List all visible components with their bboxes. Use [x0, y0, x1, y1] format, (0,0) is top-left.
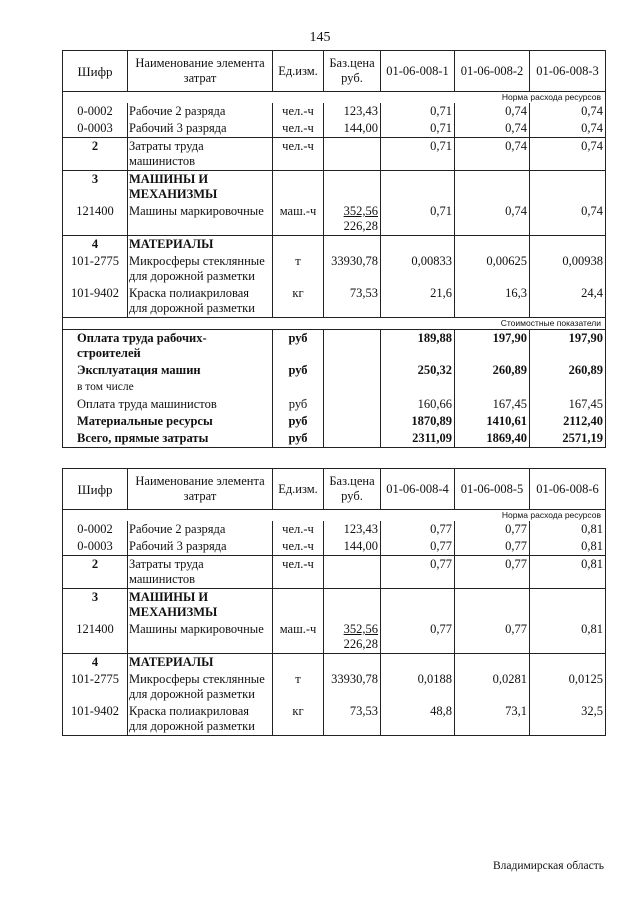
price-value: 352,56	[343, 204, 378, 218]
header-price: Баз.цена руб.	[324, 51, 381, 92]
resource-value: 0,77	[381, 621, 455, 654]
row-name: Рабочий 3 разряда	[128, 538, 273, 556]
resource-value: 0,77	[455, 621, 530, 654]
page-number: 145	[309, 30, 331, 45]
resource-value: 0,74	[530, 203, 606, 236]
resource-value: 0,81	[530, 556, 606, 589]
resource-value: 0,74	[455, 203, 530, 236]
row-name: Машины маркировочные	[128, 621, 273, 654]
summary-unit: руб	[273, 396, 324, 413]
row-code: 0-0003	[63, 120, 128, 138]
resource-value	[455, 654, 530, 672]
resource-value: 0,71	[381, 103, 455, 120]
table-row	[63, 138, 606, 171]
resource-value	[530, 589, 606, 622]
header-unit: Ед.изм.	[273, 51, 324, 92]
summary-value	[455, 379, 530, 396]
summary-label: Эксплуатация машин	[63, 362, 273, 379]
row-code: 0-0003	[63, 538, 128, 556]
resource-value: 0,74	[530, 138, 606, 171]
row-price: 33930,78	[324, 253, 381, 285]
header-row	[63, 469, 606, 510]
row-unit: чел.-ч	[273, 103, 324, 120]
row-price: 73,53	[324, 703, 381, 736]
resource-value: 0,00938	[530, 253, 606, 285]
row-code: 4	[63, 236, 128, 254]
summary-empty-price	[324, 379, 381, 396]
row-price	[324, 236, 381, 254]
summary-unit: руб	[273, 430, 324, 448]
row-price: 144,00	[324, 120, 381, 138]
table-row	[63, 253, 606, 285]
summary-empty-price	[324, 362, 381, 379]
table-row	[63, 621, 606, 654]
resource-value: 0,0125	[530, 671, 606, 703]
resource-value: 0,74	[530, 120, 606, 138]
summary-value: 197,90	[530, 330, 606, 363]
resource-value: 0,77	[381, 521, 455, 538]
row-name: Рабочие 2 разряда	[128, 521, 273, 538]
row-price: 123,43	[324, 103, 381, 120]
row-code: 3	[63, 171, 128, 204]
row-name: Краска полиакриловая для дорожной разметки	[128, 285, 273, 318]
summary-value	[381, 379, 455, 396]
row-price: 73,53	[324, 285, 381, 318]
row-price: 33930,78	[324, 671, 381, 703]
price-sub-value: 226,28	[343, 219, 378, 233]
resource-value: 0,0188	[381, 671, 455, 703]
summary-unit: руб	[273, 330, 324, 363]
resource-value: 0,77	[455, 556, 530, 589]
row-code: 3	[63, 589, 128, 622]
summary-value	[530, 379, 606, 396]
resource-value	[455, 589, 530, 622]
header-resource-3: 01-06-008-6	[530, 469, 606, 510]
cost-label-row	[63, 318, 606, 330]
row-unit	[273, 654, 324, 672]
norm-label: Норма расхода ресурсов	[63, 92, 606, 104]
row-name: МАТЕРИАЛЫ	[128, 236, 273, 254]
row-code: 121400	[63, 621, 128, 654]
summary-unit	[273, 379, 324, 396]
header-row	[63, 51, 606, 92]
summary-value: 167,45	[530, 396, 606, 413]
header-resource-3: 01-06-008-3	[530, 51, 606, 92]
resource-value: 0,81	[530, 538, 606, 556]
price-sub-value: 226,28	[343, 637, 378, 651]
resource-table-1	[62, 50, 606, 448]
resource-value: 0,77	[455, 521, 530, 538]
resource-value: 0,81	[530, 621, 606, 654]
resource-value: 0,81	[530, 521, 606, 538]
summary-value: 2311,09	[381, 430, 455, 448]
row-unit: т	[273, 253, 324, 285]
resource-value: 0,00833	[381, 253, 455, 285]
row-unit	[273, 171, 324, 204]
table-row	[63, 203, 606, 236]
summary-value: 1869,40	[455, 430, 530, 448]
table-row	[63, 285, 606, 318]
norm-label-row	[63, 510, 606, 522]
resource-value: 0,71	[381, 203, 455, 236]
summary-value: 197,90	[455, 330, 530, 363]
summary-row	[63, 396, 606, 413]
resource-value: 0,00625	[455, 253, 530, 285]
row-code: 0-0002	[63, 521, 128, 538]
row-code: 101-9402	[63, 285, 128, 318]
row-name: Краска полиакриловая для дорожной разметки	[128, 703, 273, 736]
row-price	[324, 589, 381, 622]
summary-row	[63, 413, 606, 430]
resource-value	[530, 654, 606, 672]
table-row	[63, 521, 606, 538]
row-unit: чел.-ч	[273, 120, 324, 138]
summary-label: Материальные ресурсы	[63, 413, 273, 430]
row-unit: кг	[273, 703, 324, 736]
row-code: 121400	[63, 203, 128, 236]
row-name: МАТЕРИАЛЫ	[128, 654, 273, 672]
resource-table-2	[62, 468, 606, 736]
summary-empty-price	[324, 330, 381, 363]
summary-value: 250,32	[381, 362, 455, 379]
summary-empty-price	[324, 396, 381, 413]
row-price: 144,00	[324, 538, 381, 556]
resource-value: 73,1	[455, 703, 530, 736]
header-resource-2: 01-06-008-5	[455, 469, 530, 510]
summary-value: 2571,19	[530, 430, 606, 448]
norm-label-row	[63, 92, 606, 104]
header-resource-1: 01-06-008-1	[381, 51, 455, 92]
header-resource-1: 01-06-008-4	[381, 469, 455, 510]
table-row	[63, 589, 606, 622]
header-code: Шифр	[63, 469, 128, 510]
cost-label: Стоимостные показатели	[63, 318, 606, 330]
summary-value: 260,89	[455, 362, 530, 379]
header-price: Баз.цена руб.	[324, 469, 381, 510]
row-unit: чел.-ч	[273, 538, 324, 556]
row-code: 101-2775	[63, 253, 128, 285]
row-unit: кг	[273, 285, 324, 318]
row-name: МАШИНЫ И МЕХАНИЗМЫ	[128, 171, 273, 204]
row-name: МАШИНЫ И МЕХАНИЗМЫ	[128, 589, 273, 622]
row-name: Затраты труда машинистов	[128, 138, 273, 171]
header-name: Наименование элемента затрат	[128, 469, 273, 510]
resource-value: 32,5	[530, 703, 606, 736]
row-unit: чел.-ч	[273, 138, 324, 171]
summary-value: 1410,61	[455, 413, 530, 430]
price-value: 352,56	[343, 622, 378, 636]
row-name: Микросферы стеклянные для дорожной разметки	[128, 253, 273, 285]
summary-row	[63, 379, 606, 396]
row-code: 4	[63, 654, 128, 672]
row-unit	[273, 236, 324, 254]
resource-value	[455, 236, 530, 254]
summary-row	[63, 330, 606, 363]
table-row	[63, 654, 606, 672]
resource-value: 0,74	[455, 120, 530, 138]
table-row	[63, 671, 606, 703]
row-name: Машины маркировочные	[128, 203, 273, 236]
row-price	[324, 203, 381, 236]
resource-value	[455, 171, 530, 204]
summary-empty-price	[324, 413, 381, 430]
summary-label: в том числе	[63, 379, 273, 396]
resource-value	[530, 236, 606, 254]
row-unit: т	[273, 671, 324, 703]
resource-value: 16,3	[455, 285, 530, 318]
summary-label: Оплата труда рабочих-строителей	[63, 330, 273, 363]
summary-label: Оплата труда машинистов	[63, 396, 273, 413]
table-row	[63, 703, 606, 736]
summary-value: 2112,40	[530, 413, 606, 430]
row-name: Затраты труда машинистов	[128, 556, 273, 589]
row-unit: чел.-ч	[273, 521, 324, 538]
table-row	[63, 556, 606, 589]
summary-empty-price	[324, 430, 381, 448]
summary-label: Всего, прямые затраты	[63, 430, 273, 448]
resource-value	[381, 236, 455, 254]
resource-value: 0,74	[455, 138, 530, 171]
resource-value: 0,77	[455, 538, 530, 556]
resource-value: 0,74	[530, 103, 606, 120]
table-row	[63, 120, 606, 138]
row-price	[324, 138, 381, 171]
resource-value: 0,74	[455, 103, 530, 120]
summary-value: 167,45	[455, 396, 530, 413]
summary-unit: руб	[273, 413, 324, 430]
resource-value	[381, 589, 455, 622]
row-price	[324, 654, 381, 672]
norm-label: Норма расхода ресурсов	[63, 510, 606, 522]
resource-value	[530, 171, 606, 204]
row-code: 0-0002	[63, 103, 128, 120]
table-row	[63, 236, 606, 254]
row-name: Рабочий 3 разряда	[128, 120, 273, 138]
resource-value: 24,4	[530, 285, 606, 318]
summary-unit: руб	[273, 362, 324, 379]
summary-value: 189,88	[381, 330, 455, 363]
summary-value: 160,66	[381, 396, 455, 413]
table-row	[63, 103, 606, 120]
header-resource-2: 01-06-008-2	[455, 51, 530, 92]
resource-value: 0,77	[381, 556, 455, 589]
row-price	[324, 621, 381, 654]
summary-value: 1870,89	[381, 413, 455, 430]
table-row	[63, 171, 606, 204]
resource-value: 48,8	[381, 703, 455, 736]
row-unit: чел.-ч	[273, 556, 324, 589]
row-name: Микросферы стеклянные для дорожной разметки	[128, 671, 273, 703]
resource-value	[381, 171, 455, 204]
resource-value: 0,71	[381, 120, 455, 138]
row-code: 2	[63, 138, 128, 171]
row-code: 2	[63, 556, 128, 589]
row-name: Рабочие 2 разряда	[128, 103, 273, 120]
resource-value	[381, 654, 455, 672]
resource-value: 0,71	[381, 138, 455, 171]
resource-value: 21,6	[381, 285, 455, 318]
row-unit	[273, 589, 324, 622]
summary-row	[63, 430, 606, 448]
row-code: 101-2775	[63, 671, 128, 703]
row-price: 123,43	[324, 521, 381, 538]
summary-row	[63, 362, 606, 379]
row-price	[324, 171, 381, 204]
row-unit: маш.-ч	[273, 203, 324, 236]
resource-value: 0,77	[381, 538, 455, 556]
header-unit: Ед.изм.	[273, 469, 324, 510]
row-unit: маш.-ч	[273, 621, 324, 654]
region-footer: Владимирская область	[492, 860, 604, 872]
row-code: 101-9402	[63, 703, 128, 736]
table-row	[63, 538, 606, 556]
resource-value: 0,0281	[455, 671, 530, 703]
header-name: Наименование элемента затрат	[128, 51, 273, 92]
row-price	[324, 556, 381, 589]
summary-value: 260,89	[530, 362, 606, 379]
header-code: Шифр	[63, 51, 128, 92]
